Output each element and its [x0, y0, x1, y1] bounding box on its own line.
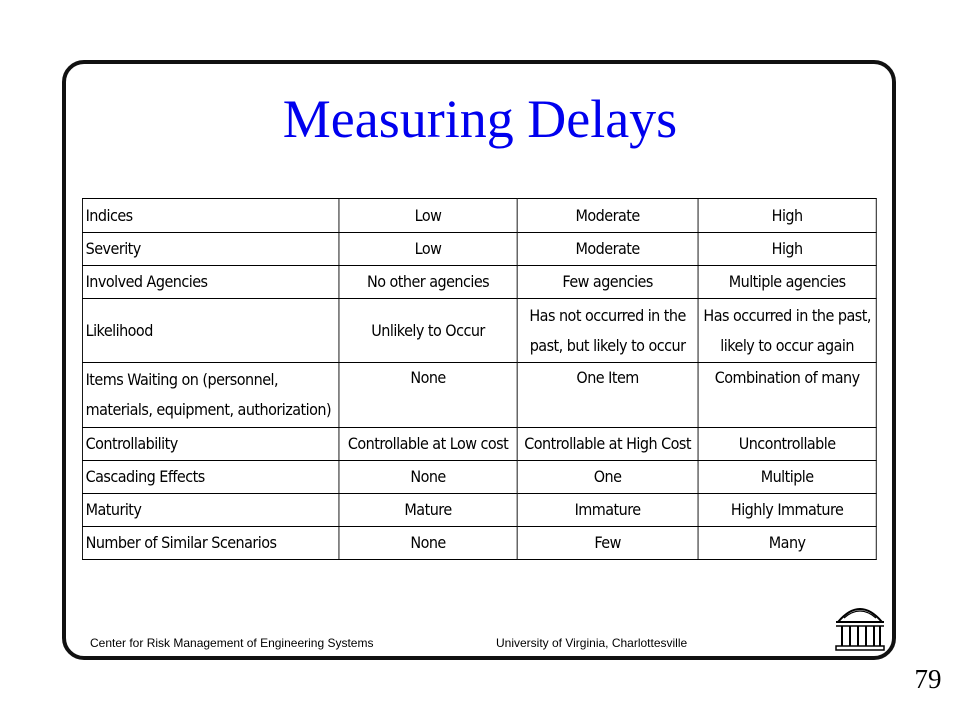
header-cell-indices: Indices	[82, 199, 339, 233]
cell-low: Low	[339, 233, 517, 266]
row-label: Items Waiting on (personnel, materials, equipment, authorization)	[82, 363, 339, 427]
cell-moderate: One Item	[517, 363, 698, 427]
page-number: 79	[914, 664, 942, 694]
table-row	[82, 427, 876, 460]
cell-low: None	[339, 460, 517, 493]
cell-high: Has occurred in the past, likely to occur again	[698, 299, 876, 363]
cell-low: Unlikely to Occur	[339, 299, 517, 363]
cell-moderate: Few agencies	[517, 266, 698, 299]
delay-indices-table	[82, 198, 877, 560]
cell-low: Mature	[339, 493, 517, 526]
cell-moderate: Moderate	[517, 233, 698, 266]
table-row	[82, 363, 876, 427]
cell-moderate: Immature	[517, 493, 698, 526]
row-label: Severity	[82, 233, 339, 266]
table-row	[82, 266, 876, 299]
cell-low: No other agencies	[339, 266, 517, 299]
row-label: Number of Similar Scenarios	[82, 526, 339, 559]
row-label: Likelihood	[82, 299, 339, 363]
header-cell-high: High	[698, 199, 876, 233]
row-label: Involved Agencies	[82, 266, 339, 299]
table-row	[82, 299, 876, 363]
cell-moderate: Has not occurred in the past, but likely to occur	[517, 299, 698, 363]
slide-title: Measuring Delays	[282, 89, 678, 149]
cell-high: Uncontrollable	[698, 427, 876, 460]
table-header-row	[82, 199, 876, 233]
header-cell-low: Low	[339, 199, 517, 233]
cell-high: High	[698, 233, 876, 266]
cell-high: Multiple agencies	[698, 266, 876, 299]
row-label: Controllability	[82, 427, 339, 460]
footer-university: University of Virginia, Charlottesville	[496, 636, 688, 650]
row-label: Cascading Effects	[82, 460, 339, 493]
cell-low: Controllable at Low cost	[339, 427, 517, 460]
cell-low: None	[339, 526, 517, 559]
cell-high: Many	[698, 526, 876, 559]
cell-high: Combination of many	[698, 363, 876, 427]
cell-high: Highly Immature	[698, 493, 876, 526]
cell-low: None	[339, 363, 517, 427]
table-row	[82, 233, 876, 266]
footer-organization: Center for Risk Management of Engineering Systems	[90, 636, 374, 650]
table-row	[82, 460, 876, 493]
cell-moderate: Few	[517, 526, 698, 559]
cell-moderate: One	[517, 460, 698, 493]
row-label: Maturity	[82, 493, 339, 526]
rotunda-icon	[834, 598, 886, 654]
table-row	[82, 493, 876, 526]
table-row	[82, 526, 876, 559]
header-cell-moderate: Moderate	[517, 199, 698, 233]
cell-high: Multiple	[698, 460, 876, 493]
cell-moderate: Controllable at High Cost	[517, 427, 698, 460]
